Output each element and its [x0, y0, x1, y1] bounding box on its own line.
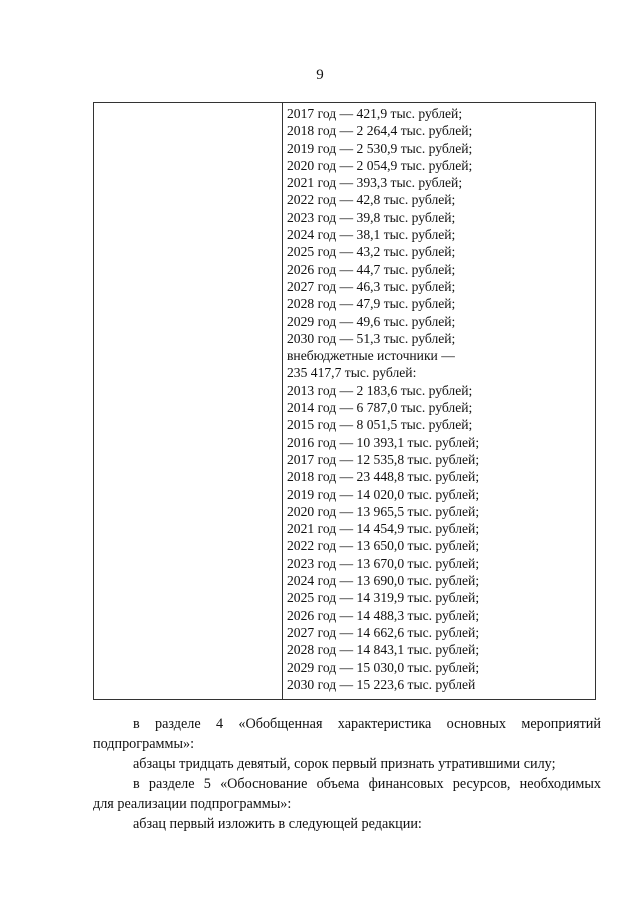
funding-line: 235 417,7 тыс. рублей:	[287, 365, 417, 381]
funding-line: 2019 год — 2 530,9 тыс. рублей;	[287, 140, 473, 156]
funding-line: 2026 год — 14 488,3 тыс. рублей;	[287, 607, 480, 623]
funding-line: 2019 год — 14 020,0 тыс. рублей;	[287, 486, 480, 502]
funding-table	[93, 102, 596, 700]
funding-line: 2022 год — 42,8 тыс. рублей;	[287, 192, 456, 208]
funding-line: 2016 год — 10 393,1 тыс. рублей;	[287, 434, 480, 450]
funding-line: 2024 год — 13 690,0 тыс. рублей;	[287, 573, 480, 589]
funding-line: 2021 год — 393,3 тыс. рублей;	[287, 175, 463, 191]
funding-line: 2026 год — 44,7 тыс. рублей;	[287, 261, 456, 277]
funding-line: 2017 год — 421,9 тыс. рублей;	[287, 106, 463, 121]
paragraph-section-5-line-1: в разделе 5 «Обоснование объема финансовых ресурсов, необходимых	[133, 776, 601, 792]
paragraph-section-4-line-2: подпрограммы»:	[93, 736, 195, 752]
funding-line: 2025 год — 43,2 тыс. рублей;	[287, 244, 456, 260]
amendment-text	[93, 714, 601, 834]
funding-line: 2028 год — 14 843,1 тыс. рублей;	[287, 642, 480, 658]
funding-line: 2014 год — 6 787,0 тыс. рублей;	[287, 400, 473, 416]
funding-line: 2029 год — 15 030,0 тыс. рублей;	[287, 659, 480, 675]
funding-line: 2030 год — 51,3 тыс. рублей;	[287, 330, 456, 346]
paragraph-repeal: абзацы тридцать девятый, сорок первый признать утратившими силу;	[133, 756, 556, 772]
funding-line: внебюджетные источники —	[287, 348, 455, 364]
funding-line: 2021 год — 14 454,9 тыс. рублей;	[287, 521, 480, 537]
funding-line: 2025 год — 14 319,9 тыс. рублей;	[287, 590, 480, 606]
funding-line: 2028 год — 47,9 тыс. рублей;	[287, 296, 456, 312]
funding-line: 2017 год — 12 535,8 тыс. рублей;	[287, 451, 480, 467]
paragraph-first-edit: абзац первый изложить в следующей редакции:	[133, 816, 422, 832]
paragraph-section-4-line-1: в разделе 4 «Обобщенная характеристика основных мероприятий	[133, 716, 601, 732]
funding-line: 2013 год — 2 183,6 тыс. рублей;	[287, 382, 473, 398]
funding-line: 2020 год — 13 965,5 тыс. рублей;	[287, 503, 480, 519]
funding-line: 2015 год — 8 051,5 тыс. рублей;	[287, 417, 473, 433]
funding-line: 2023 год — 13 670,0 тыс. рублей;	[287, 555, 480, 571]
table-right-cell	[283, 103, 595, 699]
funding-line: 2018 год — 23 448,8 тыс. рублей;	[287, 469, 480, 485]
funding-line: 2024 год — 38,1 тыс. рублей;	[287, 227, 456, 243]
funding-line: 2027 год — 14 662,6 тыс. рублей;	[287, 624, 480, 640]
page-number: 9	[316, 67, 324, 83]
paragraph-section-5-line-2: для реализации подпрограммы»:	[93, 796, 292, 812]
funding-line: 2029 год — 49,6 тыс. рублей;	[287, 313, 456, 329]
funding-line: 2020 год — 2 054,9 тыс. рублей;	[287, 157, 473, 173]
funding-line: 2023 год — 39,8 тыс. рублей;	[287, 209, 456, 225]
funding-line: 2022 год — 13 650,0 тыс. рублей;	[287, 538, 480, 554]
table-left-cell	[94, 103, 283, 699]
funding-line: 2027 год — 46,3 тыс. рублей;	[287, 278, 456, 294]
funding-line: 2018 год — 2 264,4 тыс. рублей;	[287, 123, 473, 139]
funding-line: 2030 год — 15 223,6 тыс. рублей	[287, 676, 476, 692]
